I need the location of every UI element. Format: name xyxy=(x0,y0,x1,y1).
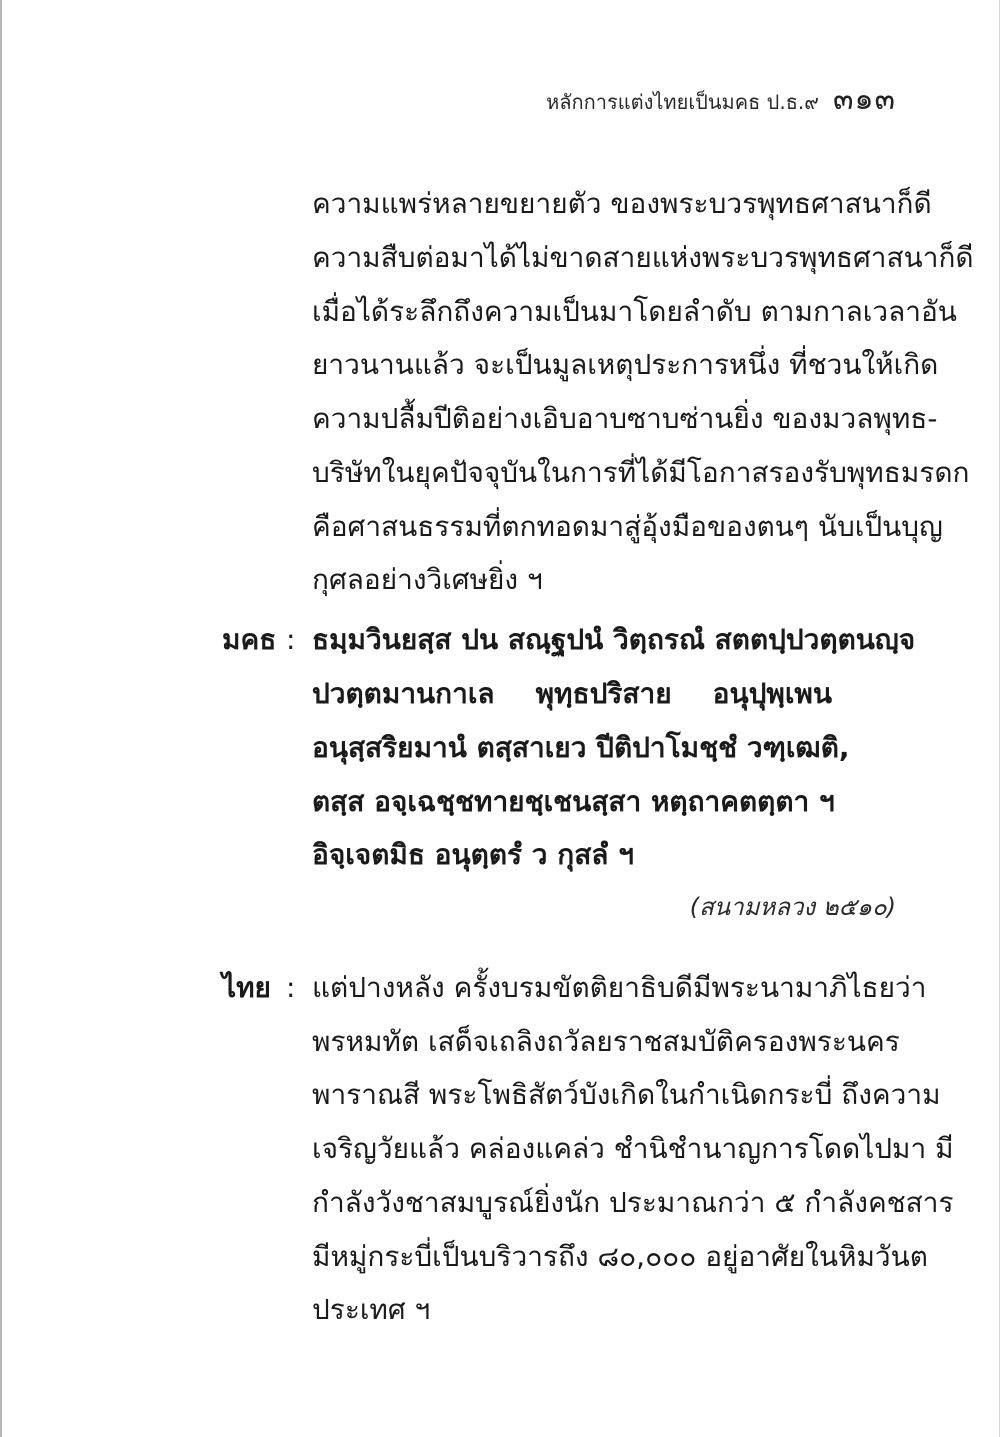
page-edge-left xyxy=(0,0,2,1437)
intro-line: คือศาสนธรรมที่ตกทอดมาสู่อุ้งมือของตนๆ นับเป็นบุญ xyxy=(312,510,943,543)
magadha-line: ปวตฺตมานกาเล พุทฺธปริสาย อนุปุพฺเพน xyxy=(312,677,832,710)
thai-colon: : xyxy=(286,971,296,1004)
book-title: หลักการแต่งไทยเป็นมคธ ป.ธ.๙ xyxy=(546,90,819,114)
intro-line: เมื่อได้ระลึกถึงความเป็นมาโดยลำดับ ตามกาลเวลาอัน xyxy=(312,295,957,328)
intro-line: ความปลื้มปีติอย่างเอิบอาบซาบซ่านยิ่ง ของมวลพุทธ- xyxy=(312,402,938,435)
magadha-line: ธมฺมวินยสฺส ปน สณฺฐปนํ วิตฺถรณํ สตตปฺปวตฺตนญฺจ xyxy=(312,623,916,656)
intro-line: บริษัทในยุคปัจจุบันในการที่ได้มีโอกาสรองรับพุทธมรดก xyxy=(312,456,970,489)
magadha-line: อิจฺเจตมิธ อนุตฺตรํ ว กุสลํ ฯ xyxy=(312,838,634,871)
thai-line: เจริญวัยแล้ว คล่องแคล่ว ชำนิชำนาญการโดดไปมา มี xyxy=(312,1132,954,1165)
thai-line: แต่ปางหลัง ครั้งบรมขัตติยาธิบดีมีพระนามาภิไธยว่า xyxy=(312,971,927,1004)
thai-line: มีหมู่กระบี่เป็นบริวารถึง ๘๐,๐๐๐ อยู่อาศัยในหิมวันต xyxy=(312,1240,928,1273)
thai-label: ไทย xyxy=(222,971,271,1004)
magadha-line: ตสฺส อจฺเฉชฺชทายชฺเชนสฺสา หตฺถาคตตฺตา ฯ xyxy=(312,785,835,818)
source-citation: (สนามหลวง ๒๕๑๐) xyxy=(689,893,896,921)
thai-line: ประเทศ ฯ xyxy=(312,1293,431,1326)
thai-line: พรหมทัต เสด็จเถลิงถวัลยราชสมบัติครองพระนคร xyxy=(312,1025,900,1058)
running-header xyxy=(546,76,896,123)
page-number: ๓๑๓ xyxy=(832,82,896,117)
thai-line: พาราณสี พระโพธิสัตว์บังเกิดในกำเนิดกระบี่ ถึงความ xyxy=(312,1078,941,1111)
thai-line: กำลังวังชาสมบูรณ์ยิ่งนัก ประมาณกว่า ๕ กำลังคชสาร xyxy=(312,1186,954,1219)
magadha-colon: : xyxy=(286,623,296,656)
magadha-line: อนุสฺสริยมานํ ตสฺสาเยว ปีติปาโมชฺชํ วฑฺเฒติ, xyxy=(312,731,850,764)
intro-line: ความสืบต่อมาได้ไม่ขาดสายแห่งพระบวรพุทธศาสนาก็ดี xyxy=(312,241,974,274)
intro-line: กุศลอย่างวิเศษยิ่ง ฯ xyxy=(312,563,543,596)
intro-line: ยาวนานแล้ว จะเป็นมูลเหตุประการหนึ่ง ที่ชวนให้เกิด xyxy=(312,348,939,381)
magadha-label: มคธ xyxy=(222,623,277,656)
intro-line: ความแพร่หลายขยายตัว ของพระบวรพุทธศาสนาก็ดี xyxy=(312,187,932,220)
